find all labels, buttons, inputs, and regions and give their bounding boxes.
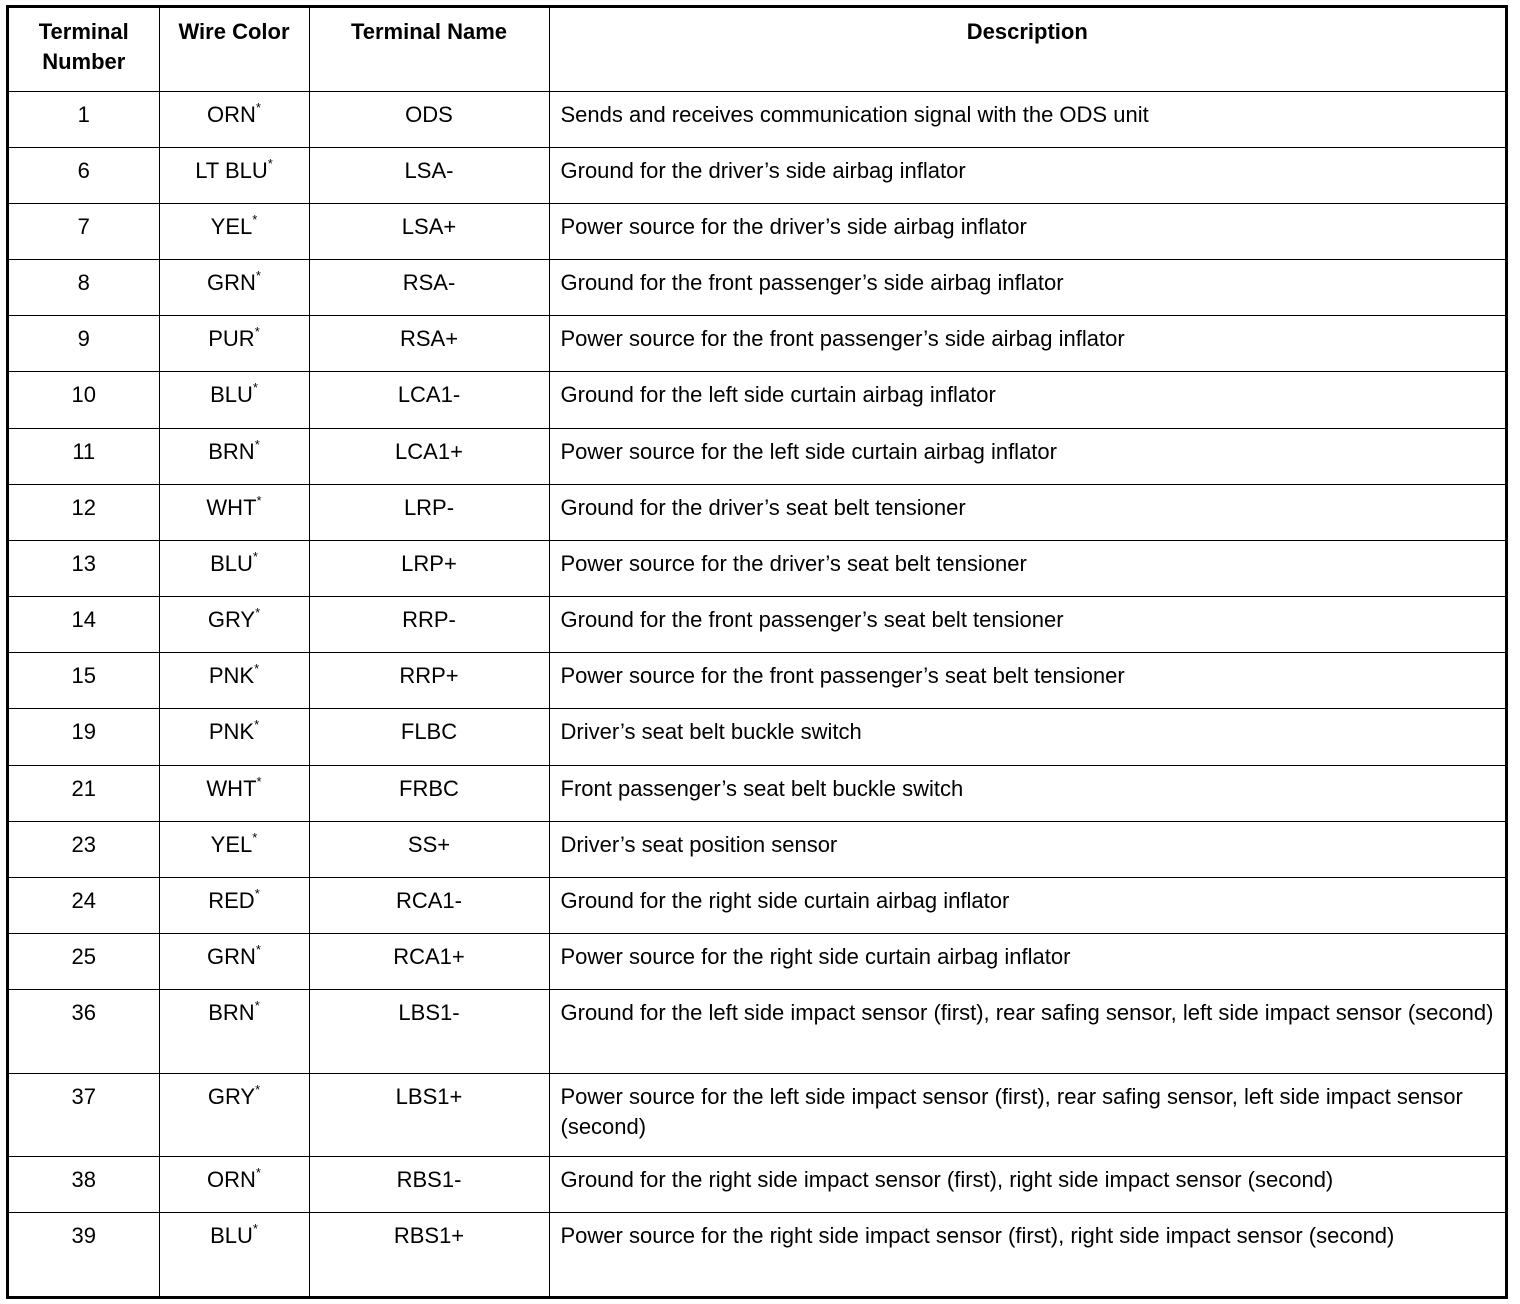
description-cell: Power source for the driver’s side airbag inflator (549, 203, 1505, 259)
terminal-name-cell: LCA1- (309, 372, 549, 428)
wire-color-value: BRN (208, 1000, 255, 1026)
wire-color-cell (159, 597, 309, 653)
table-row (9, 877, 1505, 933)
terminal-number-cell: 25 (9, 934, 159, 990)
terminal-name-cell: LRP- (309, 484, 549, 540)
terminal-name-cell: RCA1- (309, 877, 549, 933)
wire-color-cell (159, 934, 309, 990)
table-row (9, 934, 1505, 990)
terminal-number-cell: 9 (9, 316, 159, 372)
table-row (9, 260, 1505, 316)
wire-color-cell (159, 709, 309, 765)
asterisk-note: * (254, 436, 260, 452)
wire-color-cell (159, 1212, 309, 1296)
wire-color-cell (159, 990, 309, 1073)
terminal-name-cell: LCA1+ (309, 428, 549, 484)
terminal-number-cell: 12 (9, 484, 159, 540)
table-row (9, 597, 1505, 653)
asterisk-note: * (252, 380, 258, 396)
description-cell: Ground for the driver’s side airbag inflator (549, 147, 1505, 203)
asterisk-note: * (254, 717, 260, 733)
description-cell: Power source for the left side curtain airbag inflator (549, 428, 1505, 484)
wire-color-cell (159, 147, 309, 203)
terminal-name-cell: FRBC (309, 765, 549, 821)
terminal-table-grid (9, 8, 1505, 1296)
terminal-number-cell: 6 (9, 147, 159, 203)
header-row (9, 8, 1505, 91)
terminal-name-cell: FLBC (309, 709, 549, 765)
wire-color-value: PNK (208, 663, 255, 689)
asterisk-note: * (256, 492, 262, 508)
wire-color-value: YEL (210, 213, 253, 239)
terminal-number-cell: 21 (9, 765, 159, 821)
terminal-name-cell: RBS1- (309, 1156, 549, 1212)
description-cell: Power source for the right side impact sensor (first), right side impact sensor (second) (549, 1212, 1505, 1296)
asterisk-note: * (252, 548, 258, 564)
description-cell: Driver’s seat position sensor (549, 821, 1505, 877)
terminal-number-cell: 37 (9, 1073, 159, 1156)
wire-color-value: BLU (210, 550, 253, 576)
wire-color-cell (159, 260, 309, 316)
terminal-number-cell: 1 (9, 91, 159, 147)
wire-color-cell (159, 91, 309, 147)
wire-color-value: GRN (207, 944, 256, 970)
wire-color-cell (159, 877, 309, 933)
terminal-name-cell: SS+ (309, 821, 549, 877)
table-row (9, 709, 1505, 765)
wire-color-cell (159, 821, 309, 877)
terminal-number-cell: 23 (9, 821, 159, 877)
wire-color-value: ORN (207, 101, 256, 127)
asterisk-note: * (255, 605, 261, 621)
terminal-name-cell: RRP- (309, 597, 549, 653)
terminal-name-cell: RSA+ (309, 316, 549, 372)
terminal-number-cell: 39 (9, 1212, 159, 1296)
terminal-number-cell: 24 (9, 877, 159, 933)
wire-color-cell (159, 765, 309, 821)
terminal-name-cell: RBS1+ (309, 1212, 549, 1296)
table-row (9, 372, 1505, 428)
table-row (9, 653, 1505, 709)
terminal-number-cell: 7 (9, 203, 159, 259)
description-cell: Ground for the front passenger’s seat belt tensioner (549, 597, 1505, 653)
terminal-number-cell: 36 (9, 990, 159, 1073)
wire-color-value: LT BLU (195, 157, 268, 183)
wire-color-cell (159, 653, 309, 709)
table-row (9, 1212, 1505, 1296)
description-cell: Ground for the front passenger’s side airbag inflator (549, 260, 1505, 316)
wire-color-value: GRY (207, 1083, 256, 1109)
description-cell: Ground for the driver’s seat belt tensioner (549, 484, 1505, 540)
table-row (9, 765, 1505, 821)
terminal-number-cell: 11 (9, 428, 159, 484)
header-wire-color: Wire Color (159, 8, 309, 91)
wire-color-value: WHT (206, 775, 257, 801)
asterisk-note: * (254, 885, 260, 901)
table-row (9, 1073, 1505, 1156)
description-cell: Sends and receives communication signal with the ODS unit (549, 91, 1505, 147)
asterisk-note: * (255, 1081, 261, 1097)
asterisk-note: * (252, 1220, 258, 1236)
terminal-name-cell: LBS1- (309, 990, 549, 1073)
description-cell: Driver’s seat belt buckle switch (549, 709, 1505, 765)
terminal-name-cell: RCA1+ (309, 934, 549, 990)
header-description: Description (549, 8, 1505, 91)
terminal-name-cell: RSA- (309, 260, 549, 316)
terminal-number-cell: 38 (9, 1156, 159, 1212)
terminal-name-cell: RRP+ (309, 653, 549, 709)
wire-color-cell (159, 203, 309, 259)
wire-color-value: YEL (210, 831, 253, 857)
table-row (9, 428, 1505, 484)
asterisk-note: * (255, 942, 261, 958)
table-row (9, 91, 1505, 147)
terminal-name-cell: LRP+ (309, 540, 549, 596)
wire-color-value: PUR (208, 326, 255, 352)
asterisk-note: * (254, 998, 260, 1014)
terminal-name-cell: LSA- (309, 147, 549, 203)
wire-color-value: GRY (207, 607, 256, 633)
table-row (9, 821, 1505, 877)
asterisk-note: * (254, 324, 260, 340)
terminal-number-cell: 19 (9, 709, 159, 765)
asterisk-note: * (255, 1164, 261, 1180)
wire-color-cell (159, 484, 309, 540)
header-terminal-name: Terminal Name (309, 8, 549, 91)
wire-color-value: BRN (208, 438, 255, 464)
terminal-number-cell: 10 (9, 372, 159, 428)
description-cell: Power source for the front passenger’s side airbag inflator (549, 316, 1505, 372)
terminal-number-cell: 14 (9, 597, 159, 653)
table-row (9, 316, 1505, 372)
description-cell: Ground for the left side impact sensor (first), rear safing sensor, left side impact sensor (second) (549, 990, 1505, 1073)
description-cell: Ground for the left side curtain airbag inflator (549, 372, 1505, 428)
wire-color-value: PNK (208, 719, 255, 745)
wire-color-value: BLU (210, 1222, 253, 1248)
description-cell: Power source for the front passenger’s seat belt tensioner (549, 653, 1505, 709)
description-cell: Ground for the right side impact sensor (first), right side impact sensor (second) (549, 1156, 1505, 1212)
table-row (9, 147, 1505, 203)
wire-color-value: ORN (207, 1166, 256, 1192)
wire-color-value: RED (208, 887, 255, 913)
terminal-number-cell: 8 (9, 260, 159, 316)
table-row (9, 1156, 1505, 1212)
wire-color-cell (159, 540, 309, 596)
description-cell: Ground for the right side curtain airbag inflator (549, 877, 1505, 933)
asterisk-note: * (254, 661, 260, 677)
terminal-number-cell: 15 (9, 653, 159, 709)
wire-color-value: GRN (207, 270, 256, 296)
description-cell: Power source for the left side impact sensor (first), rear safing sensor, left side impact sensor (second) (549, 1073, 1505, 1156)
wire-color-cell (159, 1073, 309, 1156)
wire-color-value: WHT (206, 494, 257, 520)
terminal-name-cell: LBS1+ (309, 1073, 549, 1156)
wire-color-cell (159, 1156, 309, 1212)
terminal-name-cell: ODS (309, 91, 549, 147)
description-cell: Power source for the right side curtain airbag inflator (549, 934, 1505, 990)
wire-color-cell (159, 372, 309, 428)
wire-color-value: BLU (210, 382, 253, 408)
asterisk-note: * (267, 155, 273, 171)
asterisk-note: * (252, 829, 258, 845)
header-terminal-number: Terminal Number (9, 8, 159, 91)
asterisk-note: * (255, 268, 261, 284)
table-row (9, 990, 1505, 1073)
table-row (9, 203, 1505, 259)
table-row (9, 484, 1505, 540)
wire-color-cell (159, 428, 309, 484)
terminal-table (6, 5, 1508, 1299)
description-cell: Front passenger’s seat belt buckle switch (549, 765, 1505, 821)
asterisk-note: * (255, 99, 261, 115)
terminal-name-cell: LSA+ (309, 203, 549, 259)
terminal-number-cell: 13 (9, 540, 159, 596)
wire-color-cell (159, 316, 309, 372)
table-row (9, 540, 1505, 596)
description-cell: Power source for the driver’s seat belt tensioner (549, 540, 1505, 596)
asterisk-note: * (256, 773, 262, 789)
asterisk-note: * (252, 211, 258, 227)
